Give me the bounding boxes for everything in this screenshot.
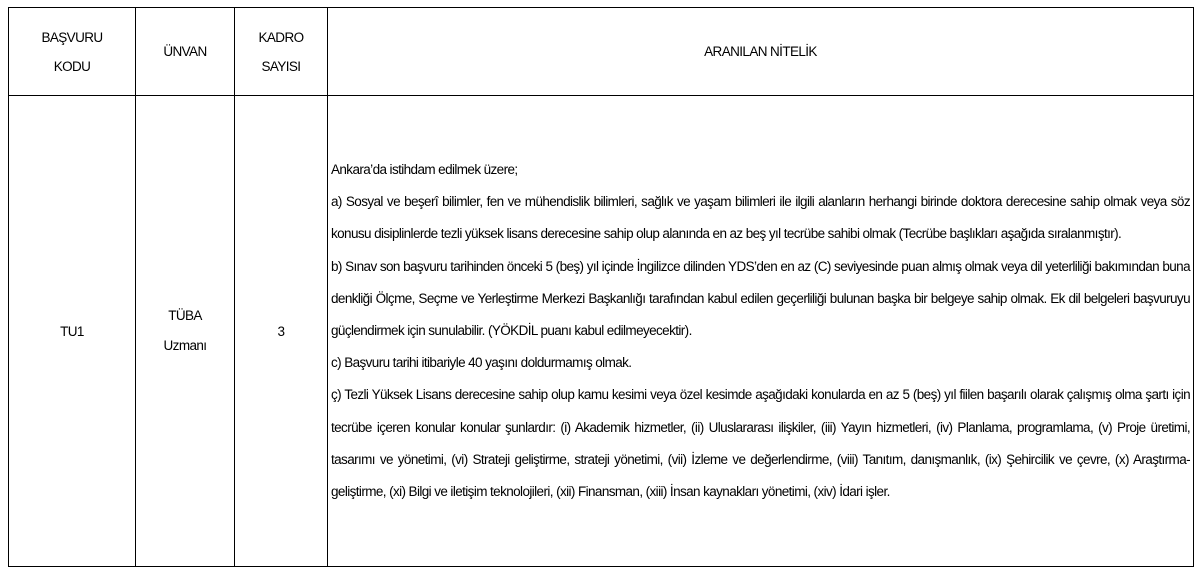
position-count-cell: 3 [235, 96, 328, 567]
qualification-item-a: a) Sosyal ve beşerî bilimler, fen ve mühendislik bilimleri, sağlık ve yaşam bilimleri ile ilgili alanların herhangi birinde doktora derecesine sahip olmak veya söz konusu disiplinlerde tezli yüksek lisans derecesine sahip olup alanında en az beş yıl tecrübe sahibi olmak (Tecrübe başlıkları aşağıda sıralanmıştır). [331, 194, 1190, 242]
header-title-label: ÜNVAN [163, 44, 207, 60]
title-cell [136, 96, 235, 567]
position-table [8, 7, 1194, 567]
title-line2: Uzmanı [163, 338, 207, 354]
qualification-item-b: b) Sınav son başvuru tarihinden önceki 5 (beş) yıl içinde İngilizce dilinden YDS’den en az (C) seviyesinde puan almış olmak veya dil yeterliliği bakımından buna denkliği Ölçme, Seçme ve Yerleştirme Merkezi Başkanlığı tarafından kabul edilen geçerliliği bulunan başka bir belgeye sahip olmak. Ek dil belgeleri başvuruyu güçlendirmek için sunulabilir. (YÖKDİL puanı kabul edilmeyecektir). [331, 258, 1190, 338]
header-title [136, 8, 235, 96]
header-application-code [9, 8, 136, 96]
qualification-cell [328, 96, 1194, 567]
header-position-count-line2: SAYISI [261, 58, 301, 74]
qualification-item-c: c) Başvuru tarihi itibariyle 40 yaşını doldurmamış olmak. [331, 355, 632, 371]
qualification-intro: Ankara’da istihdam edilmek üzere; [331, 161, 518, 177]
application-code-cell: TU1 [9, 96, 136, 567]
qualification-item-cc: ç) Tezli Yüksek Lisans derecesine sahip olup kamu kesimi veya özel kesimde aşağıdaki konularda en az 5 (beş) yıl fiilen başarılı olarak çalışmış olma şartı için tecrübe içeren konular konular şunlardır: (i) Akademik hizmetler, (ii) Uluslararası ilişkiler, (iii) Yayın hizmetleri, (iv) Planlama, programlama, (v) Proje üretimi, tasarımı ve yönetimi, (vi) Strateji geliştirme, strateji yönetimi, (vii) İzleme ve değerlendirme, (viii) Tanıtım, danışmanlık, (ix) Şehircilik ve çevre, (x) Araştırma- geliştirme, (xi) Bilgi ve iletişim teknolojileri, (xii) Finansman, (xiii) İnsan kaynakları yönetimi, (xiv) İdari işler. [331, 387, 1190, 499]
header-position-count [235, 8, 328, 96]
header-qualification [328, 8, 1194, 96]
header-position-count-line1: KADRO [258, 29, 304, 45]
header-row [9, 8, 1194, 96]
header-application-code-line2: KODU [53, 58, 91, 74]
header-qualification-label: ARANILAN NİTELİK [704, 44, 817, 60]
title-line1: TÜBA [168, 308, 202, 324]
table-row [9, 96, 1194, 567]
header-application-code-line1: BAŞVURU [41, 29, 103, 45]
